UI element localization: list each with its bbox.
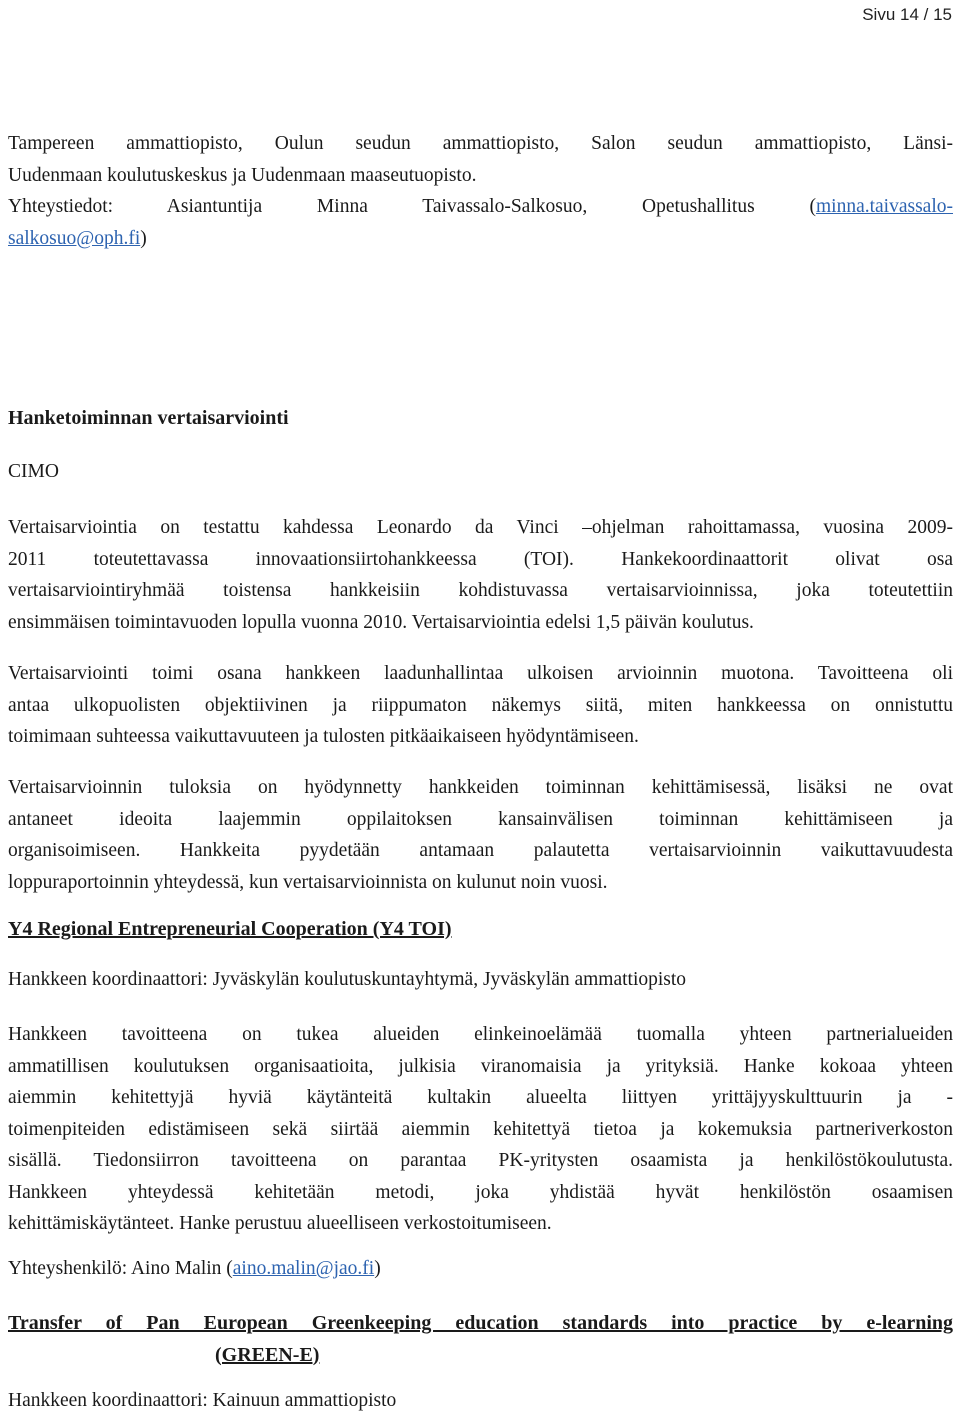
- paragraph-2: [8, 658, 953, 753]
- p1-desc-line-6: Hankkeen yhteydessä kehitetään metodi, joka yhdistää hyvät henkilöstön osaamisen: [8, 1181, 953, 1203]
- p1-desc-line-4: toimenpiteiden edistämiseen sekä siirtää aiemmin kehitettyä tietoa ja kokemuksia partneriverkoston: [8, 1118, 953, 1140]
- page-number: Sivu 14 / 15: [862, 5, 952, 24]
- project2-title: [8, 1308, 953, 1371]
- para3-line-2: antaneet ideoita laajemmin oppilaitoksen kansainvälisen toiminnan kehittämiseen ja: [8, 808, 953, 830]
- org-name: CIMO: [8, 461, 59, 482]
- para1-line-4: ensimmäisen toimintavuoden lopulla vuonna 2010. Vertaisarviointia edelsi 1,5 päivän koulutus.: [8, 611, 754, 633]
- para2-line-1: Vertaisarviointi toimi osana hankkeen laadunhallintaa ulkoisen arvioinnin muotona. Tavoitteena oli: [8, 663, 953, 684]
- para2-line-3: toimimaan suhteessa vaikuttavuuteen ja tulosten pitkäaikaiseen hyödyntämiseen.: [8, 726, 639, 747]
- p1-desc-line-5: sisällä. Tiedonsiirron tavoitteena on parantaa PK-yritysten osaamista ja henkilöstökoulutusta.: [8, 1150, 953, 1171]
- intro-paragraph: [8, 128, 953, 254]
- para1-line-1: Vertaisarviointia on testattu kahdessa Leonardo da Vinci –ohjelman rahoittamassa, vuosina 2009-: [8, 517, 953, 538]
- project2-title-line-1: Transfer of Pan European Greenkeeping education standards into practice by e-learning: [8, 1312, 953, 1334]
- paragraph-3: [8, 772, 953, 898]
- p1-desc-line-3: aiemmin kehitettyjä hyviä käytänteitä kultakin alueelta liittyen yrittäjyyskulttuurin ja -: [8, 1087, 953, 1108]
- intro-line-2: Uudenmaan koulutuskeskus ja Uudenmaan maaseutuopisto.: [8, 164, 477, 186]
- intro-line-1: Tampereen ammattiopisto, Oulun seudun ammattiopisto, Salon seudun ammattiopisto, Länsi-: [8, 133, 953, 154]
- contact-email-link-part2[interactable]: salkosuo@oph.fi: [8, 227, 141, 249]
- para3-line-3: organisoimiseen. Hankkeita pyydetään antamaan palautetta vertaisarvioinnin vaikuttavuudesta: [8, 840, 953, 861]
- p1-contact-email-link[interactable]: aino.malin@jao.fi: [232, 1258, 375, 1279]
- section-title: Hanketoiminnan vertaisarviointi: [8, 407, 289, 429]
- project1-contact: [8, 1258, 953, 1280]
- para1-line-3: vertaisarviointiryhmää toistensa hankkeisiin kohdistuvassa vertaisarvioinnissa, joka toteutettiin: [8, 580, 953, 601]
- para3-line-4: loppuraportoinnin yhteydessä, kun vertaisarvioinnista on kulunut noin vuosi.: [8, 871, 608, 893]
- project1-coordinator: Hankkeen koordinaattori: Jyväskylän koulutuskuntayhtymä, Jyväskylän ammattiopisto: [8, 969, 687, 990]
- project1-title: Y4 Regional Entrepreneurial Cooperation (Y4 TOI): [8, 918, 452, 940]
- project2-coordinator: Hankkeen koordinaattori: Kainuun ammattiopisto: [8, 1390, 397, 1411]
- project2-title-line-2: (GREEN-E): [215, 1343, 320, 1366]
- intro-contact-line-2: [8, 223, 953, 255]
- para3-line-1: Vertaisarvioinnin tuloksia on hyödynnetty hankkeiden toiminnan kehittämisessä, lisäksi ne ovat: [8, 777, 953, 798]
- para2-line-2: antaa ulkopuolisten objektiivinen ja riippumaton näkemys siitä, miten hankkeessa on onnistuttu: [8, 694, 953, 716]
- project1-description: [8, 1019, 953, 1240]
- intro-contact-line: [8, 191, 953, 223]
- paragraph-1: [8, 512, 953, 638]
- contact-suffix: ): [140, 227, 147, 249]
- p1-desc-line-7: kehittämiskäytänteet. Hanke perustuu alueelliseen verkostoitumiseen.: [8, 1213, 552, 1234]
- p1-desc-line-2: ammatillisen koulutuksen organisaatioita, julkisia viranomaisia ja yrityksiä. Hanke kokoaa yhteen: [8, 1055, 953, 1077]
- contact-prefix: Yhteystiedot: Asiantuntija Minna Taivassalo-Salkosuo, Opetushallitus (: [8, 196, 816, 217]
- para1-line-2: 2011 toteutettavassa innovaationsiirtohankkeessa (TOI). Hankekoordinaattorit olivat osa: [8, 548, 953, 570]
- contact-email-link-part1[interactable]: minna.taivassalo-: [815, 196, 953, 217]
- p1-contact-prefix: Yhteyshenkilö: Aino Malin (: [8, 1258, 233, 1279]
- p1-desc-line-1: Hankkeen tavoitteena on tukea alueiden elinkeinoelämää tuomalla yhteen partnerialueiden: [8, 1024, 953, 1045]
- p1-contact-suffix: ): [374, 1258, 381, 1279]
